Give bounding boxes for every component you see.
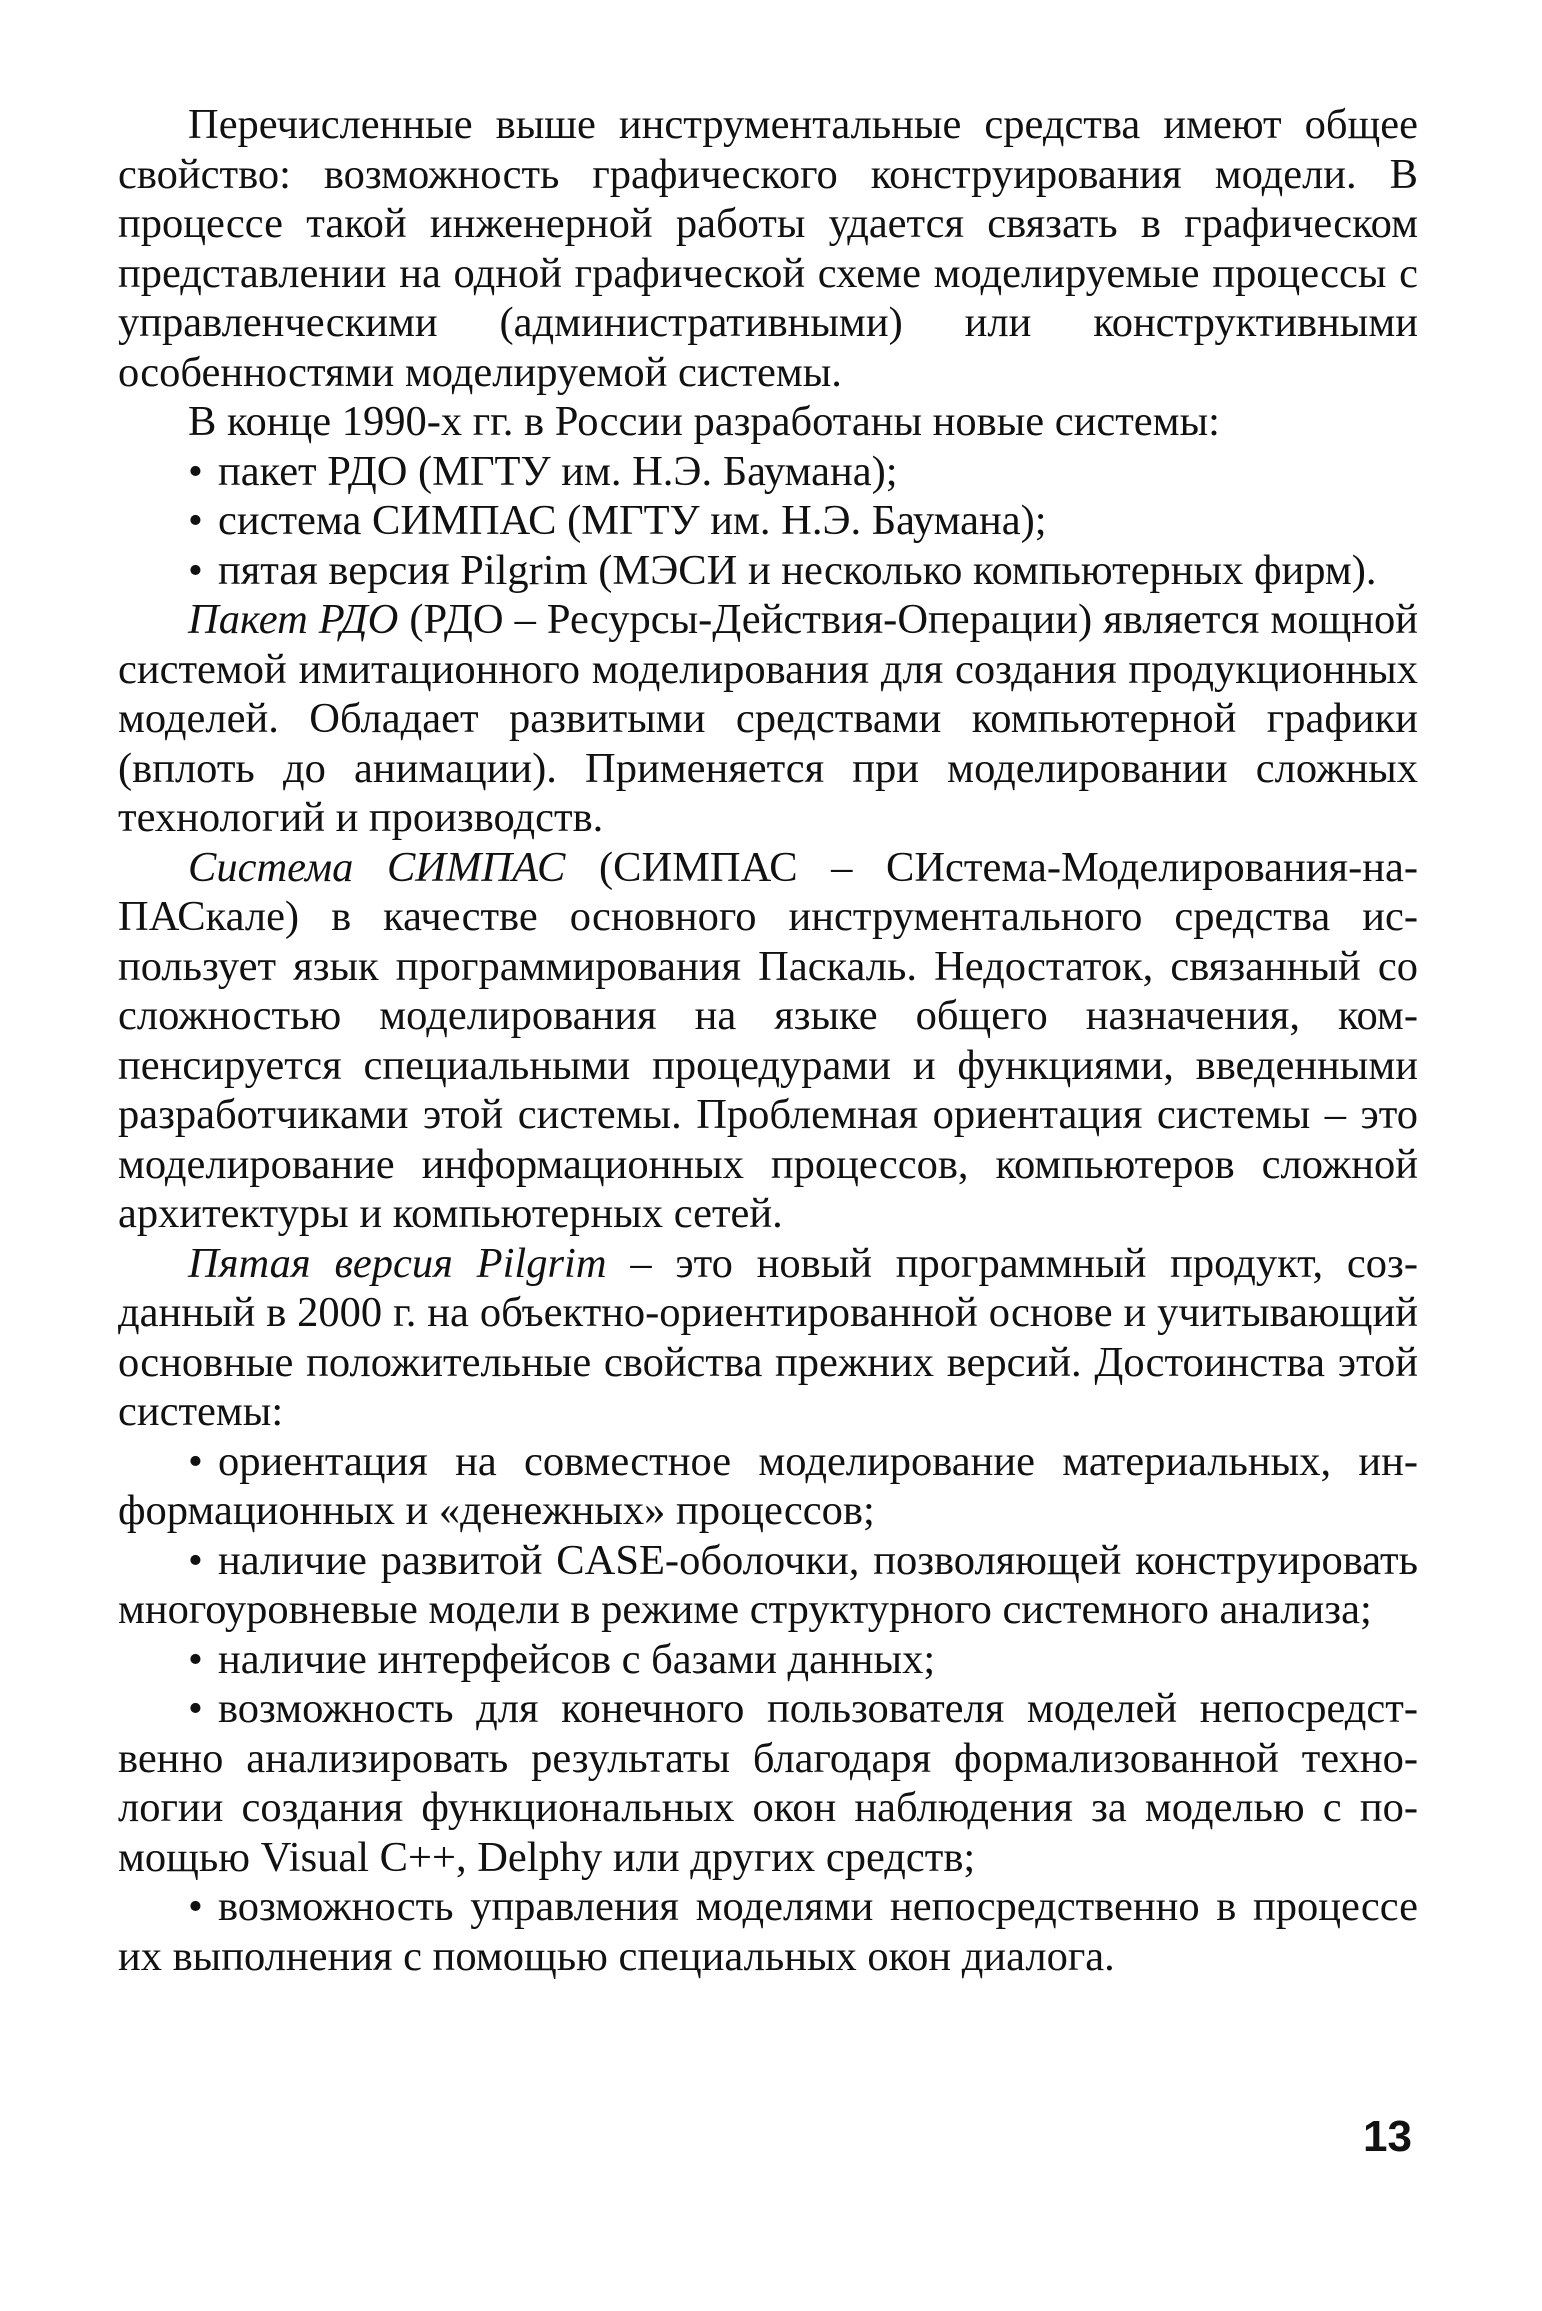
bullet-icon: •: [188, 1635, 203, 1683]
list-item: • пакет РДО (МГТУ им. Н.Э. Баумана);: [188, 447, 898, 495]
bullet-icon: •: [188, 447, 203, 495]
paragraph-rdo: Пакет РДО (РДО – Ресурсы-Действия-Операции) является мощной системой имитационного моделирования для создания продукционных моделей. Обладает развитыми средствами компьютерной графики (вплоть до анимации). Применяется при моделировании сложных технологий и производств.: [118, 596, 1418, 841]
list-item: • возможность управления моделями непосредственно в процессе их выполнения с помощью специальных окон диалога.: [118, 1883, 1418, 1980]
paragraph-pilgrim: Пятая версия Pilgrim – это новый программный продукт, созданный в 2000 г. на объектно-ориентированной основе и учитывающий основные положительные свойства прежних версий. Достоинства этой системы:: [118, 1239, 1418, 1435]
bullet-icon: •: [188, 497, 203, 544]
list-item: • ориентация на совместное моделирование материальных, информационных и «денежных» процессов;: [118, 1437, 1418, 1534]
list-item: • наличие развитой CASE-оболочки, позволяющей конструировать многоуровневые модели в режиме структурного системного анализа;: [118, 1536, 1418, 1633]
systems-list: [118, 447, 1418, 596]
list-item: • наличие интерфейсов с базами данных;: [188, 1635, 936, 1683]
bullet-icon: •: [188, 1437, 203, 1485]
list-item: • пятая версия Pilgrim (МЭСИ и несколько компьютерных фирм).: [188, 546, 1377, 594]
bullet-icon: •: [188, 546, 203, 594]
list-item: • возможность для конечного пользователя моделей непосредственно анализировать результаты благодаря формализованной технологии создания функциональных окон наблюдения за моделью с помощью Visual C++, Delphy или других средств;: [118, 1685, 1418, 1881]
advantages-list: [118, 1437, 1418, 1982]
paragraph-new-systems: В конце 1990-х гг. в России разработаны новые системы:: [188, 398, 1220, 445]
list-item: • система СИМПАС (МГТУ им. Н.Э. Баумана);: [188, 497, 1047, 544]
bullet-icon: •: [188, 1685, 203, 1732]
term-simpas: Система СИМПАС: [188, 843, 566, 891]
page-body: [118, 100, 1418, 1981]
bullet-icon: •: [188, 1883, 203, 1930]
bullet-icon: •: [188, 1536, 203, 1584]
term-pilgrim: Пятая версия Pilgrim: [188, 1239, 607, 1287]
paragraph-intro: Перечисленные выше инструментальные средства имеют общее свойство: возможность графического конструирования модели. В процессе такой инженерной работы удается связать в графическом представлении на одной графической схеме моделируемые процессы с управленческими (административными) или конструктивными особенностями моделируемой системы.: [118, 101, 1418, 396]
term-rdo: Пакет РДО: [188, 596, 399, 643]
page-number: 13: [1363, 2112, 1412, 2161]
paragraph-simpas: Система СИМПАС (СИМПАС – СИстема-Моделирования-на-ПАСкале) в качестве основного инструментального средства использует язык программирования Паскаль. Недостаток, связанный со сложностью моделирования на языке общего назначения, компенсируется специальными процедурами и функциями, введенными разработчиками этой системы. Проблемная ориентация системы – это моделирование информационных процессов, компьютеров сложной архитектуры и компьютерных сетей.: [118, 843, 1418, 1237]
